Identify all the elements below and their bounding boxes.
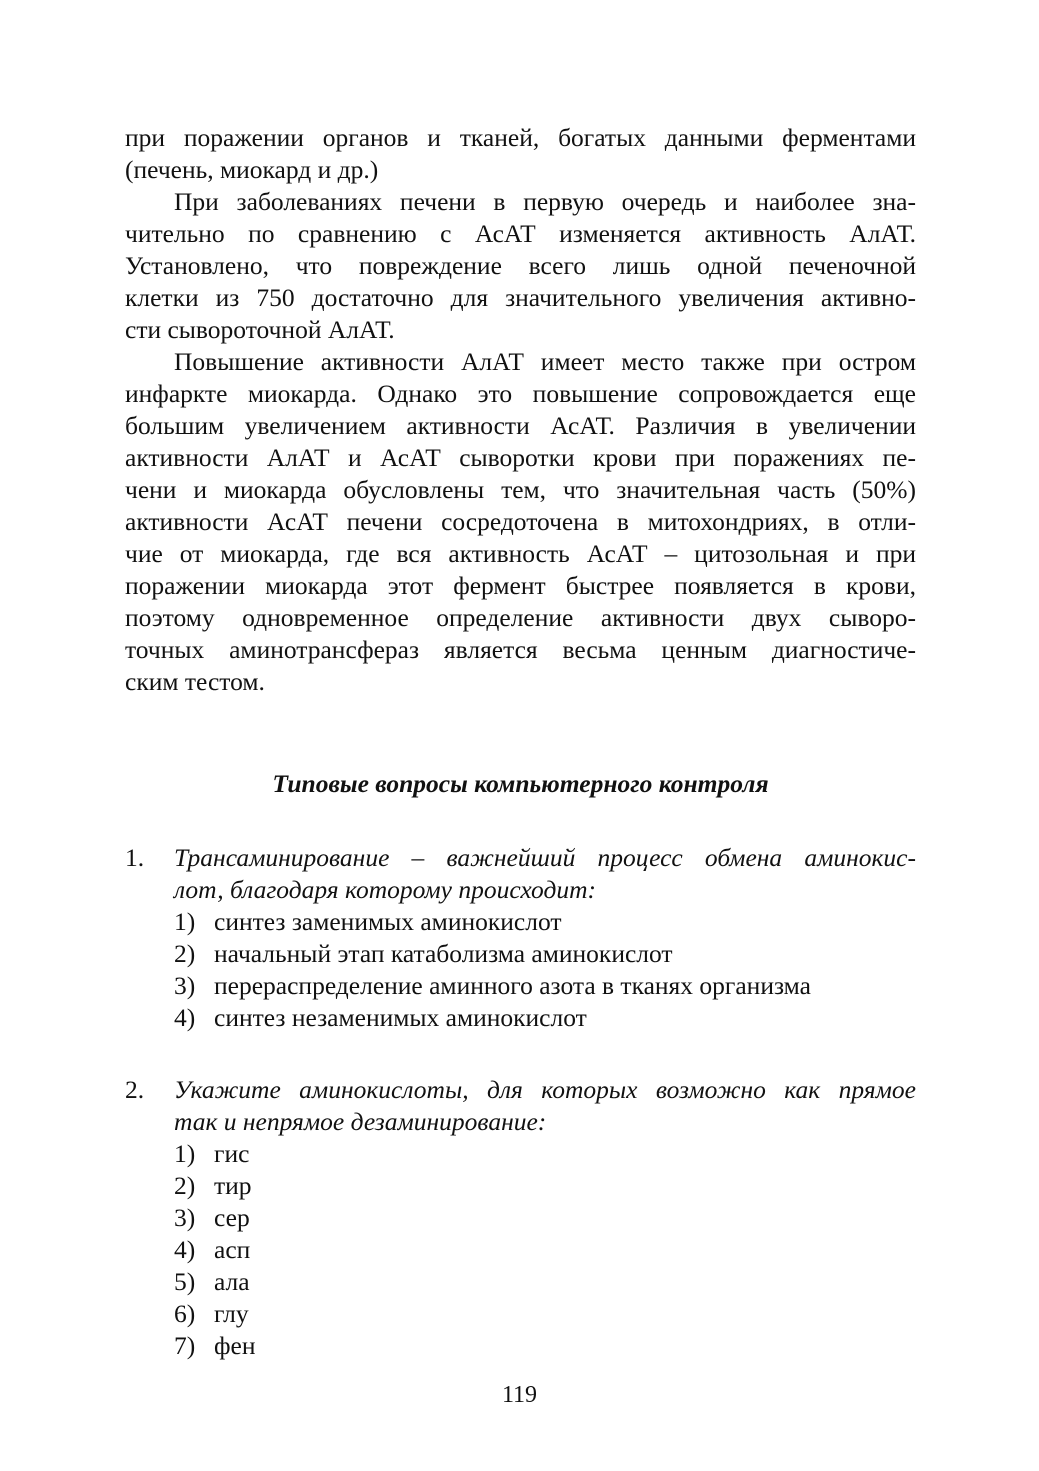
paragraph-line: большим увеличением активности АсАТ. Различия в увеличении [125,411,916,440]
paragraph-line: При заболеваниях печени в первую очередь и наиболее зна- [174,187,916,216]
answer-option [174,1138,916,1170]
paragraph-line: сти сывороточной АлАТ. [125,315,395,344]
question-text-line: Укажите аминокислоты, для которых возможно как прямое [174,1075,916,1104]
paragraph-line: Повышение активности АлАТ имеет место также при остром [174,347,916,376]
option-number: 1) [174,1139,196,1168]
answer-option [174,906,916,938]
paragraph-line: клетки из 750 достаточно для значительного увеличения активно- [125,283,916,312]
option-text: начальный этап катаболизма аминокислот [214,939,673,968]
option-number: 6) [174,1299,196,1328]
paragraph-line: поражении миокарда этот фермент быстрее появляется в крови, [125,571,916,600]
paragraph-line: точных аминотрансфераз является весьма ценным диагностиче- [125,635,916,664]
paragraph [125,122,916,186]
question-text [174,842,916,906]
paragraph-line: (печень, миокард и др.) [125,155,379,184]
answer-option [174,1266,916,1298]
paragraph-line: при поражении органов и тканей, богатых данными ферментами [125,123,916,152]
question-text [174,1074,916,1138]
answer-option [174,1202,916,1234]
paragraph-line: активности АсАТ печени сосредоточена в митохондриях, в отли- [125,507,916,536]
paragraph-line: ским тестом. [125,667,265,696]
paragraph-line: чительно по сравнению с АсАТ изменяется активность АлАТ. [125,219,916,248]
question-text-line: Трансаминирование – важнейший процесс обмена аминокис- [174,843,916,872]
paragraph [125,346,916,698]
option-text: ала [214,1267,250,1296]
option-text: фен [214,1331,256,1360]
question [125,1074,916,1362]
question-text-line: лот, благодаря которому происходит: [174,875,597,904]
option-text: синтез незаменимых аминокислот [214,1003,587,1032]
answer-option [174,1002,916,1034]
paragraph-line: чие от миокарда, где вся активность АсАТ – цитозольная и при [125,539,916,568]
option-number: 3) [174,1203,196,1232]
answer-options [174,906,916,1034]
option-text: перераспределение аминного азота в тканях организма [214,971,811,1000]
answer-options [174,1138,916,1362]
option-number: 2) [174,1171,196,1200]
answer-option [174,970,916,1002]
paragraph-line: чени и миокарда обусловлены тем, что значительная часть (50%) [125,475,916,504]
option-text: глу [214,1299,249,1328]
option-number: 4) [174,1003,196,1032]
option-text: тир [214,1171,252,1200]
answer-option [174,1330,916,1362]
option-number: 7) [174,1331,196,1360]
question-number: 1. [125,843,145,872]
page-number: 119 [501,1382,538,1408]
paragraph-line: активности АлАТ и АсАТ сыворотки крови при поражениях пе- [125,443,916,472]
option-number: 5) [174,1267,196,1296]
option-text: синтез заменимых аминокислот [214,907,562,936]
paragraph [125,186,916,346]
answer-option [174,938,916,970]
option-number: 3) [174,971,196,1000]
paragraph-line: поэтому одновременное определение активности двух сыворо- [125,603,916,632]
option-text: асп [214,1235,251,1264]
paragraph-line: Установлено, что повреждение всего лишь одной печеночной [125,251,916,280]
question-text-line: так и непрямое дезаминирование: [174,1107,547,1136]
paragraph-line: инфаркте миокарда. Однако это повышение сопровождается еще [125,379,916,408]
option-number: 1) [174,907,196,936]
answer-option [174,1298,916,1330]
answer-option [174,1170,916,1202]
option-text: гис [214,1139,250,1168]
question-number: 2. [125,1075,145,1104]
option-number: 4) [174,1235,196,1264]
page-content [125,122,916,1362]
section-heading: Типовые вопросы компьютерного контроля [272,769,769,798]
answer-option [174,1234,916,1266]
option-number: 2) [174,939,196,968]
option-text: сер [214,1203,250,1232]
question [125,842,916,1034]
